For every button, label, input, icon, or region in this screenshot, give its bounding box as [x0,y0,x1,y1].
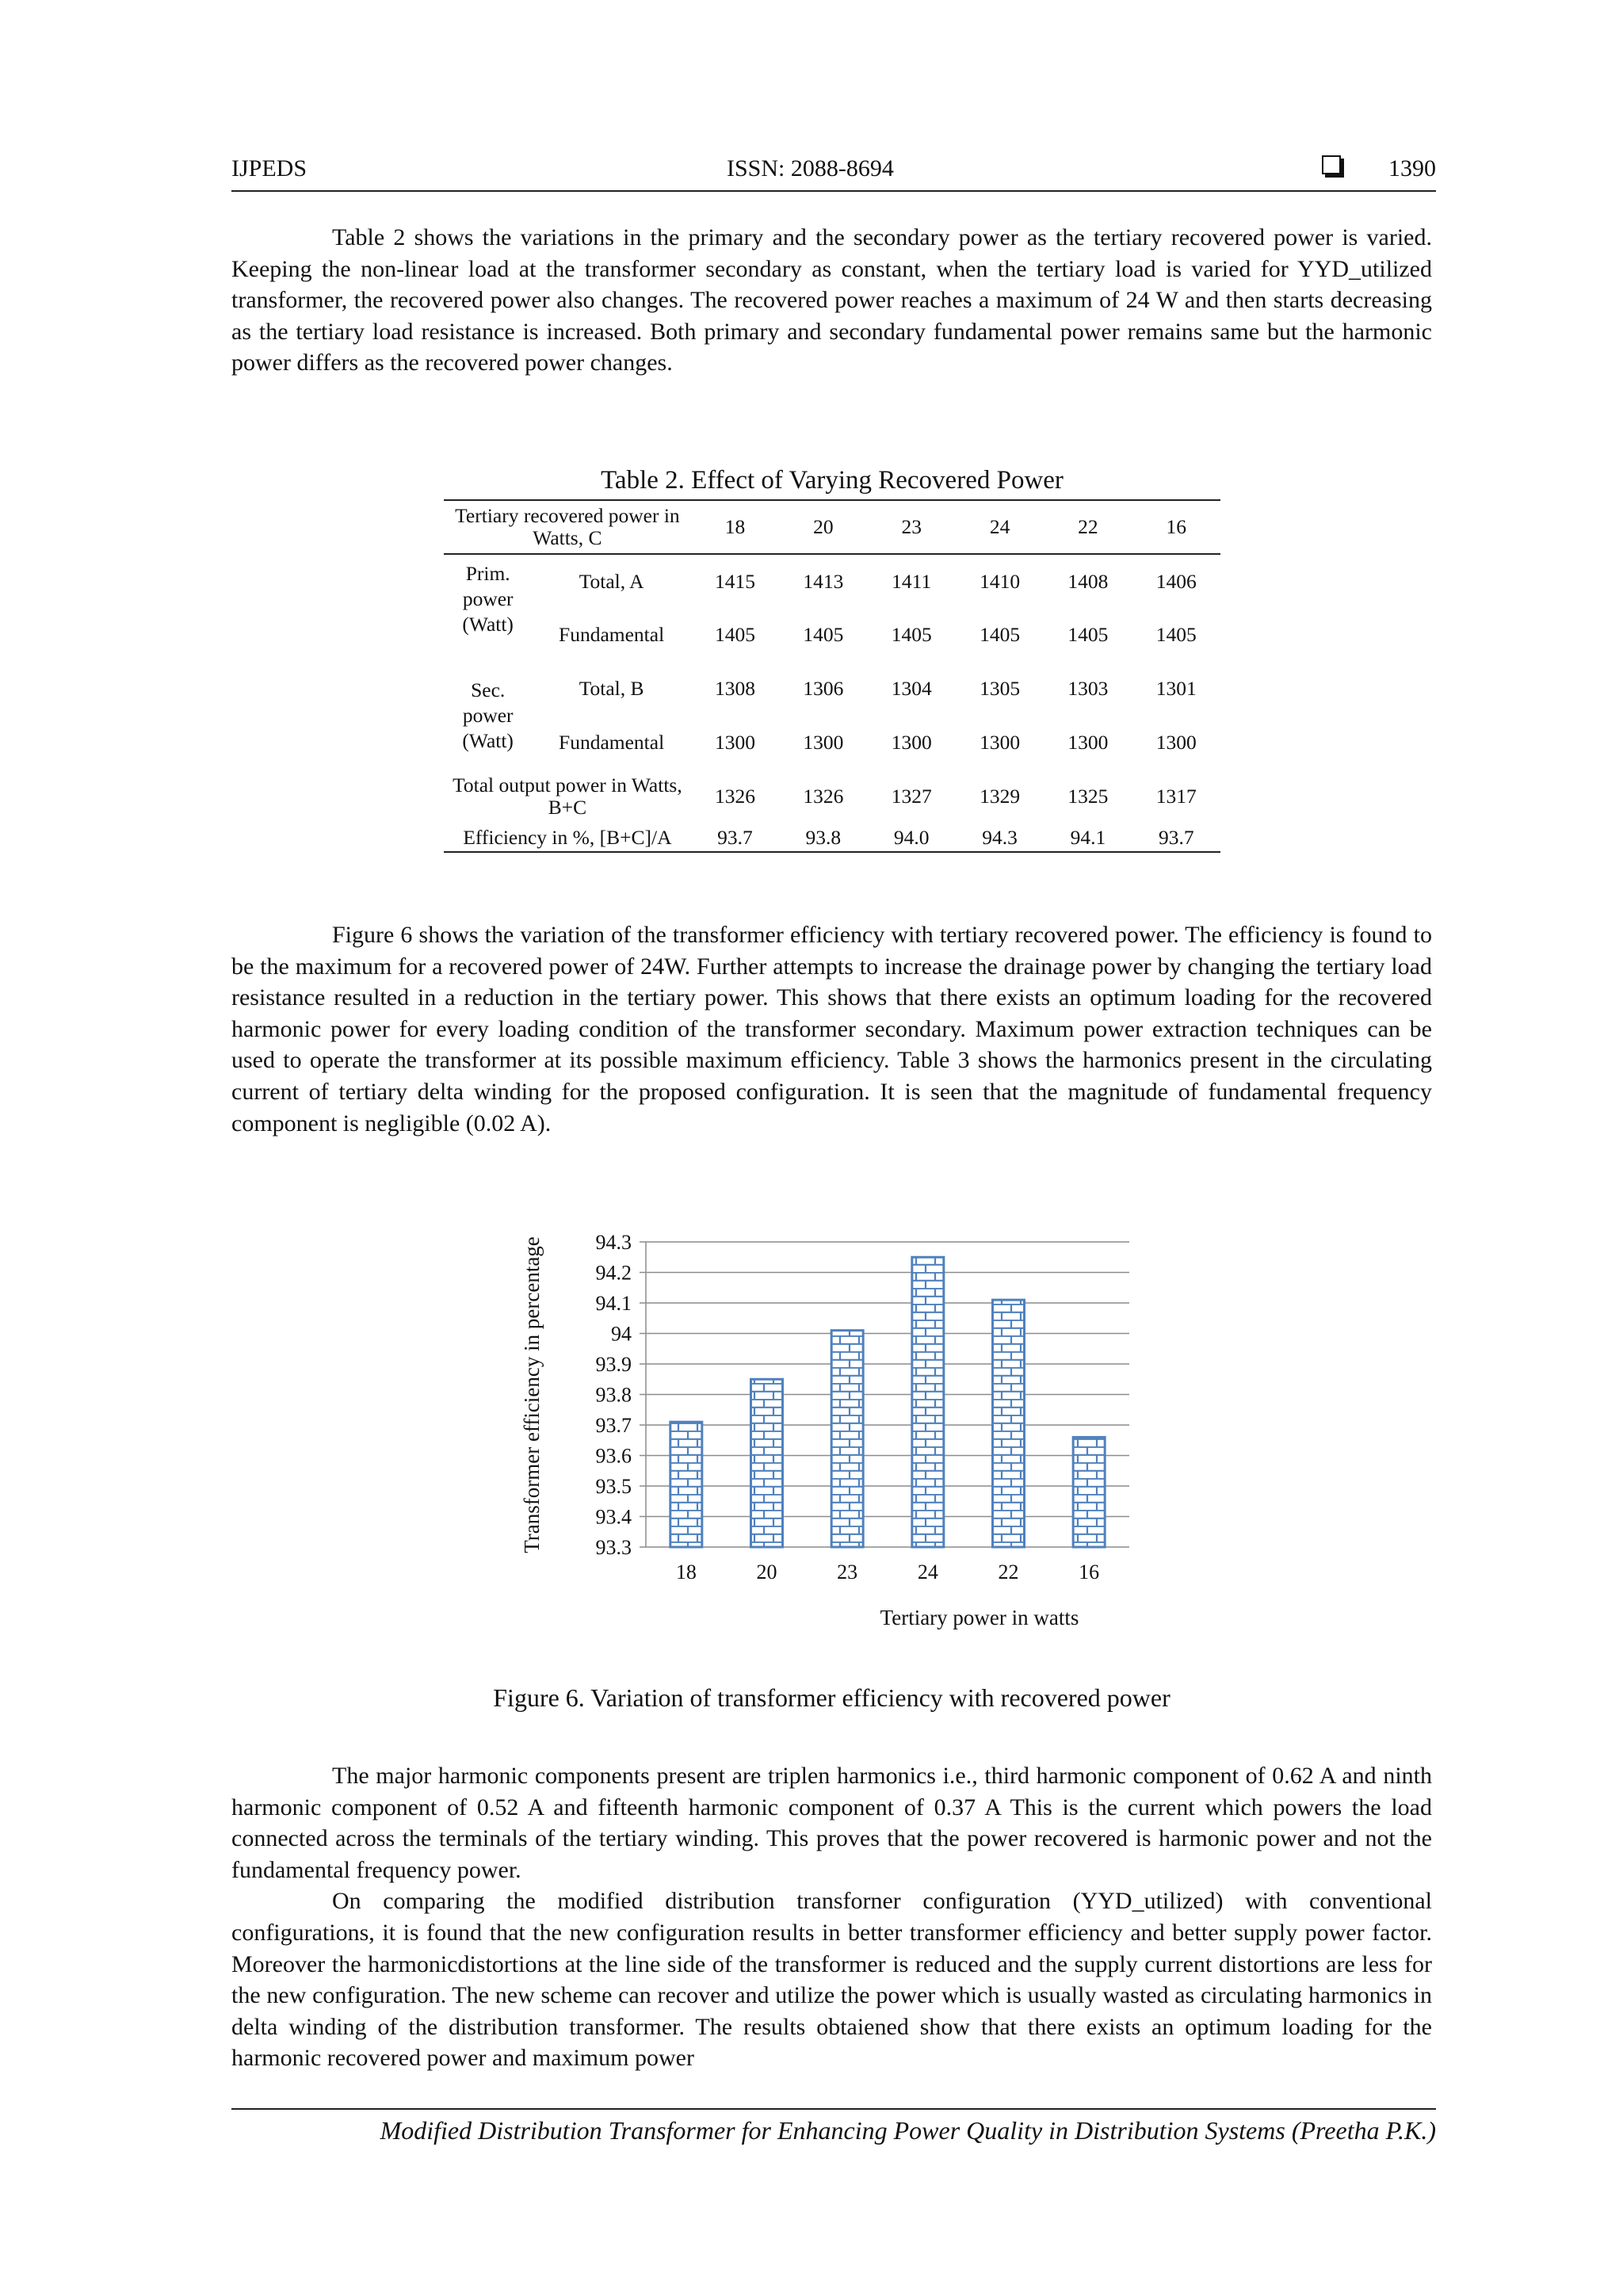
x-tick-label: 18 [675,1561,697,1584]
bar-23 [831,1331,863,1547]
y-tick-label: 93.9 [595,1353,632,1376]
x-tick-label: 20 [756,1561,777,1584]
table-row: Efficiency in %, [B+C]/A 93.7 93.8 94.0 94.3 94.1 93.7 [444,823,1220,852]
y-tick-labels [596,1231,632,1559]
y-tick-label: 93.4 [595,1505,632,1529]
table-row: Fundamental 1300 1300 1300 1300 1300 1300 [559,731,1197,754]
paragraph-3: The major harmonic components present are triplen harmonics i.e., third harmonic component of 0.62 A and ninth harmonic component of 0.52 A and fifteenth harmonic component of 0.37 A This is the current which powers the load connected across the terminals of the tertiary winding. This proves that the power recovered is harmonic power and not the fundamental frequency power. On comparing the modified distribution transforner configuration (YYD_utilized) with conventional configurations, it is found that the new configuration results in better transformer efficiency and better supply power factor. Moreover the harmonicdistortions at the line side of the transformer is reduced and the supply current distortions are less for the new configuration. The new scheme can recover and utilize the power which is usually wasted as circulating harmonics in delta winding of the distribution transformer. The results obtaiened show that there exists an optimum loading for the harmonic recovered power and maximum power [231,1760,1432,2074]
x-tick-label: 24 [917,1561,938,1584]
bar-16 [1073,1437,1105,1547]
x-tick-label: 16 [1079,1561,1100,1584]
y-tick-label: 93.3 [595,1536,632,1559]
y-tick-label: 93.8 [595,1383,632,1407]
paragraph-2: Figure 6 shows the variation of the transformer efficiency with tertiary recovered power. The efficiency is found to be the maximum for a recovered power of 24W. Further attempts to increase the drainage power by changing the tertiary load resistance resulted in a reduction in the tertiary power. This shows that there exists an optimum loading for the recovered harmonic power for every loading condition of the transformer secondary. Maximum power extraction techniques can be used to operate the transformer at its possible maximum efficiency. Table 3 shows the harmonics present in the circulating current of tertiary delta winding for the proposed configuration. It is seen that the magnitude of fundamental frequency component is negligible (0.02 A). [231,922,1432,1137]
page-number: 1390 [1388,155,1436,181]
col-header: 22 [1044,500,1132,554]
col-header: 24 [956,500,1044,554]
chart-bars [670,1257,1105,1547]
efficiency-bar-chart [507,1224,1157,1660]
y-tick-label: 94.2 [595,1261,632,1285]
table-row: Fundamental 1405 1405 1405 1405 1405 1405 [559,623,1197,646]
col-header: 18 [691,500,779,554]
figure-caption: Figure 6. Variation of transformer efficiency with recovered power [493,1683,1170,1712]
table-row: Prim. power (Watt) Total, A 1415 1413 1411 1410 1408 1406 [444,554,1220,608]
y-tick-label: 94.3 [595,1231,632,1254]
y-tick-label: 93.6 [595,1444,632,1468]
x-axis-label: Tertiary power in watts [880,1606,1079,1629]
table-row: Sec. power (Watt) Total, B 1308 1306 1304 1305 1303 1301 [444,662,1220,716]
bar-22 [993,1300,1025,1547]
paragraph-4: On comparing the modified distribution transforner configuration (YYD_utilized) with conventional configurations, it is found that the new configuration results in better transformer efficiency and better supply power factor. Moreover the harmonicdistortions at the line side of the transformer is reduced and the supply current distortions are less for the new configuration. The new scheme can recover and utilize the power which is usually wasted as circulating harmonics in delta winding of the distribution transformer. The results obtaiened show that there exists an optimum loading for the harmonic recovered power and maximum power [231,1888,1432,2072]
table-header-row [444,500,1220,554]
table-2 [444,499,1220,853]
page-number-block [1322,155,1436,182]
checkbox-square-icon [1322,155,1341,174]
x-tick-labels [676,1561,1099,1584]
x-tick-label: 23 [837,1561,858,1584]
col-header: 20 [779,500,867,554]
prim-label: Prim. power (Watt) [462,562,514,636]
bar-18 [670,1422,702,1547]
total-output-label: Total output power in Watts, B+C [453,774,682,819]
col-header: 23 [868,500,956,554]
page-header [231,155,1436,192]
y-axis-label: Transformer efficiency in percentage [520,1236,544,1553]
journal-name: IJPEDS [231,155,307,181]
y-tick-label: 94 [611,1322,632,1346]
header-label: Tertiary recovered power in Watts, C [444,500,691,554]
y-tick-label: 93.5 [595,1475,632,1498]
issn: ISSN: 2088-8694 [727,155,894,181]
table-row: Total output power in Watts, B+C 1326 1326 1327 1329 1325 1317 [444,770,1220,823]
sec-label: Sec. power (Watt) [462,678,514,752]
paragraph-1: Table 2 shows the variations in the primary and the secondary power as the tertiary recovered power is varied. Keeping the non-linear load at the transformer secondary as constant, when the tertiary load is varied for YYD_utilized transformer, the recovered power also changes. The recovered power reaches a maximum of 24 W and then starts decreasing as the tertiary load resistance is increased. Both primary and secondary fundamental power remains same but the harmonic power differs as the recovered power changes. [231,224,1432,376]
page-footer: Modified Distribution Transformer for Enhancing Power Quality in Distribution Systems (Preetha P.K.) [231,2108,1436,2145]
bar-20 [751,1379,783,1547]
y-tick-label: 94.1 [595,1292,632,1315]
y-tick-label: 93.7 [595,1414,632,1437]
bar-24 [912,1257,944,1547]
col-header: 16 [1132,500,1220,554]
x-tick-label: 22 [998,1561,1019,1584]
chart-grid [640,1242,1129,1547]
table-caption: Table 2. Effect of Varying Recovered Power [601,466,1064,495]
